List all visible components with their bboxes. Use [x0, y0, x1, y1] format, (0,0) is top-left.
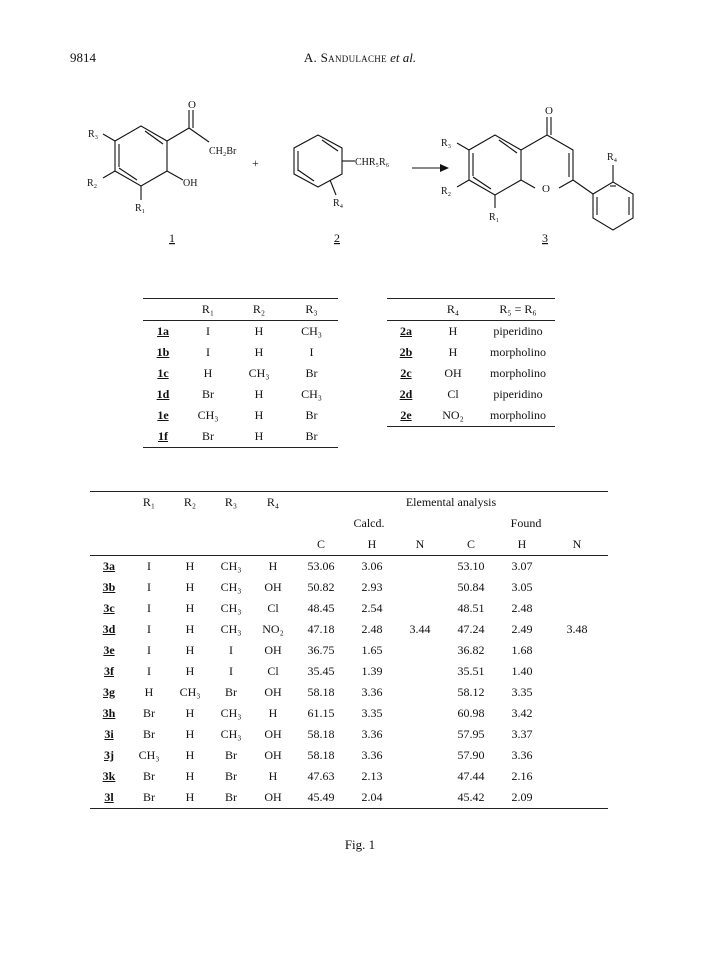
cell-fN — [546, 556, 608, 578]
r3-label-3: R₃ — [441, 138, 452, 149]
compound-3-label: 3 — [542, 231, 548, 245]
cell-cH: 3.36 — [361, 685, 383, 699]
cell-r2: H — [254, 387, 264, 401]
table1-header-r1: R₁ — [201, 302, 215, 316]
table3-header-r1: R₁ — [142, 495, 156, 509]
compound-id: 3f — [104, 664, 114, 678]
cell-r3: Br — [305, 408, 318, 422]
carbonyl-o-3: O — [545, 105, 553, 117]
compound-id: 2b — [399, 345, 413, 359]
cell-r3: Br — [225, 685, 237, 699]
table-row — [90, 766, 608, 787]
cell-cN — [396, 661, 444, 682]
cell-r56: morpholino — [490, 408, 546, 422]
cell-r3: CH₃ — [220, 601, 242, 615]
table-row — [143, 405, 338, 426]
cell-fH: 3.42 — [511, 706, 533, 720]
cell-r4: OH — [264, 727, 282, 741]
cell-r56: morpholino — [490, 345, 546, 359]
table3-sub-h: H — [367, 537, 377, 551]
compound-1-label: 1 — [169, 231, 175, 245]
cell-r1: Br — [143, 706, 155, 720]
cell-fC: 45.42 — [457, 790, 485, 804]
cell-cC: 58.18 — [307, 727, 335, 741]
cell-cC: 58.18 — [307, 748, 335, 762]
cell-fN — [546, 745, 608, 766]
table2-header-r4: R₄ — [446, 302, 460, 316]
cell-cC: 47.63 — [307, 769, 335, 783]
r1-label-3: R₁ — [489, 212, 500, 223]
cell-r4: OH — [264, 685, 282, 699]
cell-cC: 35.45 — [307, 664, 335, 678]
compound-2-label: 2 — [334, 231, 340, 245]
table-compounds-1 — [143, 298, 338, 448]
cell-r4: Cl — [447, 387, 459, 401]
cell-r1: CH₃ — [197, 408, 219, 422]
cell-fH: 2.09 — [511, 790, 533, 804]
table-row — [90, 703, 608, 724]
compound-id: 1d — [156, 387, 170, 401]
cell-cN — [396, 703, 444, 724]
cell-cH: 1.39 — [361, 664, 383, 678]
cell-cN — [396, 787, 444, 809]
cell-cC: 48.45 — [307, 601, 335, 615]
table1-header-r3: R₃ — [305, 302, 318, 316]
cell-cC: 53.06 — [307, 559, 335, 573]
cell-r1: I — [147, 601, 151, 615]
cell-r3: CH₃ — [220, 727, 242, 741]
table-compounds-2 — [387, 298, 555, 427]
cell-r3: Br — [225, 790, 237, 804]
cell-r1: H — [203, 366, 213, 380]
table-row — [143, 342, 338, 363]
cell-fN — [546, 661, 608, 682]
cell-cN — [396, 598, 444, 619]
table3-sub-c: C — [466, 537, 475, 551]
table3-sub-h: H — [517, 537, 527, 551]
compound-id: 3a — [103, 559, 115, 573]
table-row — [90, 745, 608, 766]
table3-sub-n: N — [415, 537, 425, 551]
compound-id: 3h — [102, 706, 116, 720]
cell-r2: H — [185, 727, 195, 741]
cell-cN — [396, 556, 444, 578]
compound-id: 2d — [399, 387, 413, 401]
r4-label-3: R₄ — [607, 152, 618, 163]
cell-r2: H — [185, 601, 195, 615]
cell-r2: CH₃ — [248, 366, 270, 380]
cell-r2: CH₃ — [179, 685, 201, 699]
cell-r1: I — [147, 664, 151, 678]
cell-r1: Br — [202, 387, 214, 401]
compound-id: 3g — [103, 685, 115, 699]
table-row — [90, 724, 608, 745]
cell-cH: 3.06 — [361, 559, 383, 573]
cell-r3: CH₃ — [301, 387, 322, 401]
cell-r4: OH — [264, 790, 282, 804]
cell-fC: 57.95 — [457, 727, 485, 741]
cell-cH: 3.36 — [361, 748, 383, 762]
compound-id: 1b — [156, 345, 170, 359]
cell-r2: H — [254, 345, 264, 359]
table-row — [90, 619, 608, 640]
oh-label: OH — [183, 178, 198, 189]
table-row — [90, 682, 608, 703]
compound-id: 1a — [157, 324, 169, 338]
cell-r1: I — [206, 324, 210, 338]
cell-cH: 2.93 — [361, 580, 383, 594]
cell-r3: I — [229, 643, 233, 657]
cell-r56: piperidino — [493, 387, 543, 401]
cell-r1: I — [147, 559, 151, 573]
cell-r4: OH — [264, 580, 282, 594]
cell-fH: 2.49 — [511, 622, 533, 636]
compound-id: 3c — [103, 601, 115, 615]
cell-r3: CH₃ — [220, 706, 242, 720]
cell-r2: H — [185, 664, 195, 678]
cell-fH: 1.40 — [511, 664, 533, 678]
cell-r4: NO₂ — [442, 408, 464, 422]
cell-cH: 2.13 — [361, 769, 383, 783]
cell-cC: 58.18 — [307, 685, 335, 699]
cell-fC: 36.82 — [457, 643, 485, 657]
compound-id: 1f — [158, 429, 168, 443]
r2-label-1: R₂ — [87, 178, 98, 189]
cell-r2: H — [254, 429, 264, 443]
compound-id: 3j — [104, 748, 114, 762]
table-row — [90, 598, 608, 619]
table-row — [387, 321, 555, 343]
cell-cN — [396, 682, 444, 703]
running-head-et-al: et al. — [390, 50, 417, 65]
table-row — [143, 363, 338, 384]
cell-cH: 2.04 — [361, 790, 383, 804]
table3-header-calcd: Calcd. — [353, 516, 385, 530]
compound-id: 3l — [104, 790, 114, 804]
cell-cH: 3.35 — [361, 706, 383, 720]
cell-r1: Br — [143, 769, 155, 783]
table-row — [387, 363, 555, 384]
cell-r2: H — [185, 580, 195, 594]
cell-cN — [396, 745, 444, 766]
cell-r3: CH₃ — [220, 559, 242, 573]
cell-r3: Br — [225, 748, 237, 762]
plus-sign: + — [252, 156, 259, 170]
cell-fN — [546, 598, 608, 619]
table-row — [90, 640, 608, 661]
cell-r1: I — [147, 643, 151, 657]
cell-fC: 47.44 — [457, 769, 485, 783]
compound-id: 1c — [157, 366, 169, 380]
cell-fN — [546, 682, 608, 703]
table-row — [387, 342, 555, 363]
cell-r1: CH₃ — [138, 748, 160, 762]
cell-fN — [546, 724, 608, 745]
cell-r1: H — [144, 685, 154, 699]
cell-cC: 50.82 — [307, 580, 335, 594]
running-head-authors: A. Sandulache — [303, 50, 387, 65]
cell-cC: 47.18 — [307, 622, 335, 636]
r2-label-3: R₂ — [441, 186, 452, 197]
cell-cH: 2.54 — [361, 601, 383, 615]
table-elemental-analysis — [90, 491, 608, 809]
table1-header-r2: R₂ — [252, 302, 266, 316]
cell-cH: 1.65 — [361, 643, 383, 657]
cell-cC: 45.49 — [307, 790, 335, 804]
cell-r3: CH₃ — [220, 622, 242, 636]
ring-o-3: O — [542, 183, 550, 195]
table-row — [143, 426, 338, 448]
cell-fC: 48.51 — [457, 601, 485, 615]
ch2br-label: CH₂Br — [209, 146, 237, 157]
r4-label-2: R₄ — [333, 198, 344, 209]
cell-fH: 2.48 — [511, 601, 533, 615]
cell-fC: 60.98 — [457, 706, 485, 720]
cell-r1: I — [206, 345, 210, 359]
cell-r56: piperidino — [493, 324, 543, 338]
cell-fC: 57.90 — [457, 748, 485, 762]
table3-sub-c: C — [316, 537, 325, 551]
cell-r4: OH — [444, 366, 462, 380]
chr5r6-label: CHR₅R₆ — [355, 157, 390, 168]
table-row — [387, 405, 555, 427]
cell-r3: I — [309, 345, 314, 359]
table-row — [90, 577, 608, 598]
cell-fN — [546, 787, 608, 809]
cell-r4: H — [268, 706, 278, 720]
cell-fN — [546, 766, 608, 787]
cell-fC: 58.12 — [457, 685, 485, 699]
cell-r4: Cl — [267, 664, 279, 678]
cell-r1: Br — [143, 790, 155, 804]
table2-header-r5r6: R₅ = R₆ — [499, 302, 537, 316]
table-row — [90, 787, 608, 809]
compound-id: 1e — [157, 408, 169, 422]
cell-fH: 3.37 — [511, 727, 533, 741]
cell-r1: Br — [202, 429, 214, 443]
cell-r4: H — [448, 324, 458, 338]
cell-r2: H — [185, 622, 195, 636]
cell-r4: Cl — [267, 601, 279, 615]
cell-r2: H — [254, 324, 264, 338]
table3-sub-n: N — [572, 537, 582, 551]
table3-header-elemental: Elemental analysis — [405, 495, 497, 509]
cell-r4: H — [448, 345, 458, 359]
cell-r2: H — [185, 643, 195, 657]
reaction-scheme — [0, 0, 720, 270]
cell-r4: H — [268, 769, 278, 783]
cell-fC: 50.84 — [457, 580, 485, 594]
table3-header-r3: R₃ — [224, 495, 238, 509]
r3-label-1: R₃ — [88, 129, 99, 140]
cell-cN: 3.44 — [409, 622, 431, 636]
cell-cN — [396, 640, 444, 661]
cell-r4: OH — [264, 643, 282, 657]
cell-fH: 1.68 — [511, 643, 533, 657]
table-row — [143, 384, 338, 405]
cell-r1: Br — [143, 727, 155, 741]
cell-r2: H — [185, 559, 195, 573]
cell-r4: OH — [264, 748, 282, 762]
cell-r3: I — [229, 664, 233, 678]
table-row — [90, 556, 608, 578]
cell-cC: 61.15 — [307, 706, 335, 720]
cell-fC: 47.24 — [457, 622, 485, 636]
cell-r3: Br — [305, 429, 318, 443]
figure-caption: Fig. 1 — [344, 837, 376, 852]
compound-id: 2e — [400, 408, 412, 422]
cell-fH: 2.16 — [511, 769, 533, 783]
cell-r2: H — [185, 748, 195, 762]
cell-r56: morpholino — [490, 366, 546, 380]
cell-r1: I — [147, 580, 151, 594]
compound-id: 3e — [103, 643, 115, 657]
r1-label-1: R₁ — [135, 203, 146, 214]
cell-r2: H — [185, 706, 195, 720]
carbonyl-o-1: O — [188, 99, 196, 111]
cell-cC: 36.75 — [307, 643, 335, 657]
cell-fN — [546, 577, 608, 598]
cell-cH: 2.48 — [361, 622, 383, 636]
cell-r2: H — [185, 769, 195, 783]
cell-r3: Br — [225, 769, 237, 783]
cell-fN: 3.48 — [566, 622, 588, 636]
page-number: 9814 — [70, 50, 96, 65]
compound-id: 2c — [400, 366, 412, 380]
cell-cN — [396, 766, 444, 787]
table-row — [387, 384, 555, 405]
cell-fN — [546, 703, 608, 724]
compound-id: 3k — [102, 769, 116, 783]
cell-fH: 3.36 — [511, 748, 533, 762]
compound-id: 3b — [102, 580, 116, 594]
cell-r2: H — [254, 408, 264, 422]
compound-id: 3d — [102, 622, 116, 636]
cell-fH: 3.05 — [511, 580, 533, 594]
cell-r3: CH₃ — [220, 580, 242, 594]
cell-fN — [546, 640, 608, 661]
compound-id: 2a — [400, 324, 412, 338]
compound-id: 3i — [104, 727, 114, 741]
cell-cN — [396, 724, 444, 745]
cell-cH: 3.36 — [361, 727, 383, 741]
cell-r3: CH₃ — [301, 324, 322, 338]
cell-fC: 53.10 — [457, 559, 485, 573]
table3-header-r2: R₂ — [183, 495, 197, 509]
table3-header-r4: R₄ — [266, 495, 280, 509]
table-row — [90, 661, 608, 682]
cell-r4: NO₂ — [262, 622, 284, 636]
cell-r2: H — [185, 790, 195, 804]
cell-r3: Br — [305, 366, 318, 380]
cell-r4: H — [268, 559, 278, 573]
cell-cN — [396, 577, 444, 598]
table-row — [143, 321, 338, 343]
cell-fC: 35.51 — [457, 664, 485, 678]
cell-r1: I — [147, 622, 151, 636]
cell-fH: 3.07 — [511, 559, 533, 573]
cell-fH: 3.35 — [511, 685, 533, 699]
table3-header-found: Found — [510, 516, 542, 530]
